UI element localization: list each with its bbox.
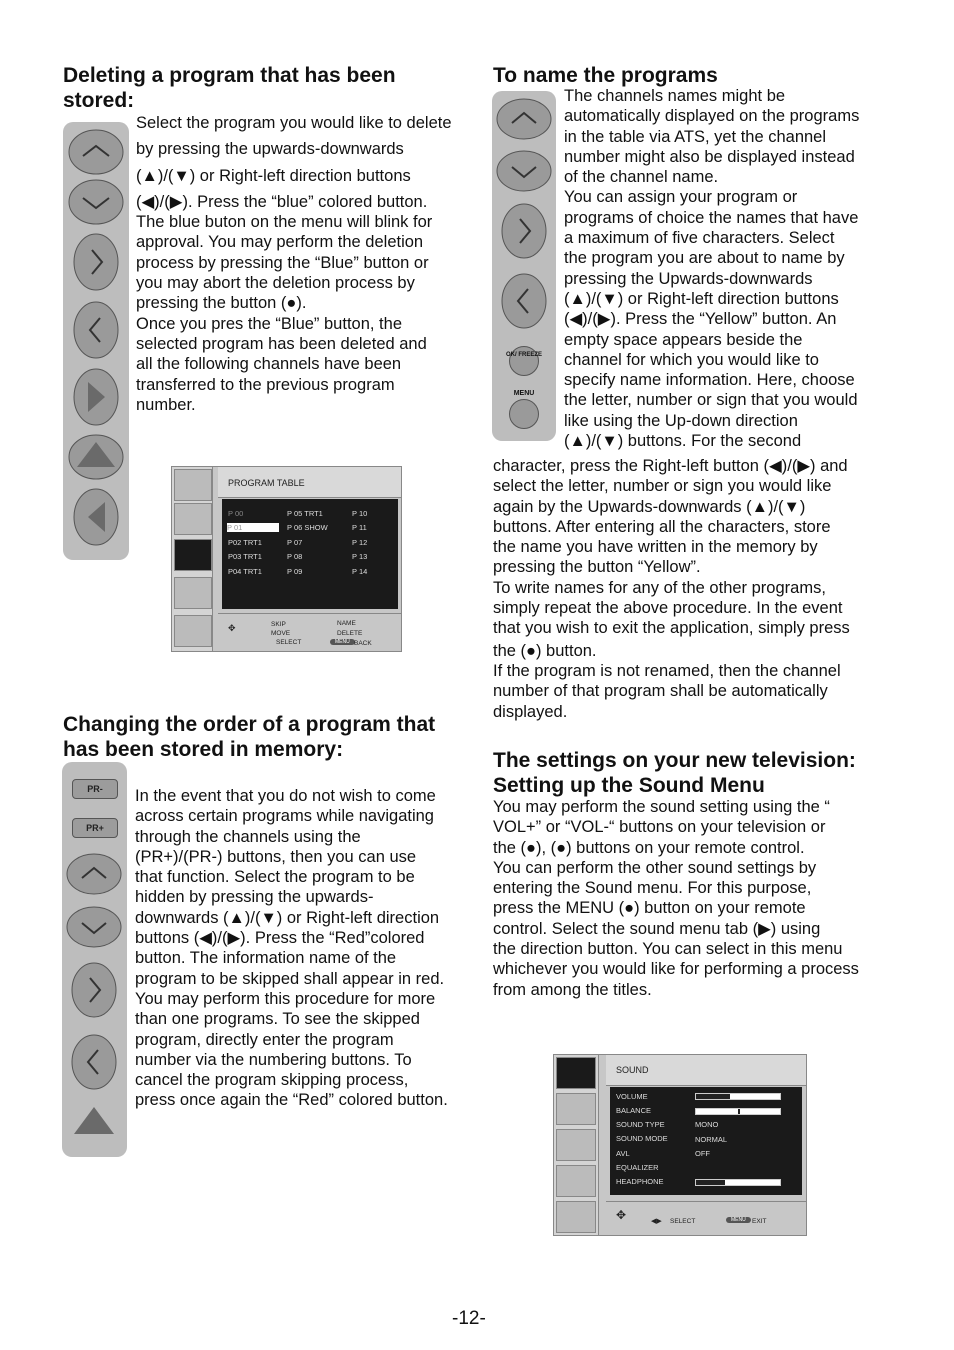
footer-skip: SKIP [271,621,286,628]
direction-buttons-icon [492,91,556,441]
ok-freeze-label: OK/ FREEZE [505,352,542,358]
balance-marker [696,1109,740,1114]
delete-body [136,113,461,415]
text-line: the name you have written in the memory by [493,538,818,557]
text-line: displayed. [493,702,568,721]
order-body [135,786,461,1111]
text-line: control. Select the sound menu tab (▶) using [493,919,821,938]
program-entry: P 10 [352,509,368,518]
section-title-line: Changing the order of a program that [63,713,436,736]
picture-tab [174,469,212,501]
features-tab [556,1165,596,1197]
text-line: cancel the program skipping process, [135,1071,409,1090]
text-line: pressing the button “Yellow”. [493,558,701,577]
text-line: all the following channels have been [136,355,402,374]
text-line: automatically displayed on the programs [564,107,860,126]
text-line: The blue buton on the menu will blink for [136,213,433,232]
footer-exit: EXIT [752,1218,767,1225]
name-body-wide [493,456,891,722]
install-tab [174,503,212,535]
text-line: specify name information. Here, choose [564,371,855,390]
text-line: To write names for any of the other programs, [493,578,826,597]
name-body [564,86,891,451]
text-line: the program you are about to name by [564,249,845,268]
program-entry: P 09 [287,567,303,576]
program-entry: P 08 [287,552,303,561]
footer-menu-key: MENU [726,1217,751,1223]
direction-buttons-icon [62,762,127,1157]
sound-menu-title: SOUND [616,1065,649,1075]
text-line: of the channel name. [564,168,719,187]
dpad-icon: ✥ [228,623,236,633]
sound-setting-label: VOLUME [616,1092,648,1101]
text-line: You can assign your program or [564,188,798,207]
text-line: (▲)/(▼) or Right-left direction buttons [564,289,839,308]
program-entry: P 12 [352,538,368,547]
program-entry: P 05 TRT1 [287,509,323,518]
text-line: character, press the Right-left button (◀)/(▶) and [493,457,848,475]
sound-setting-label: HEADPHONE [616,1177,664,1186]
sound-menu-screenshot [553,1054,807,1236]
text-line: across certain programs while navigating [135,807,434,826]
sound-setting-label: BALANCE [616,1106,652,1115]
text-line: (PR+)/(PR-) buttons, then you can use [135,847,417,866]
text-line: number might also be displayed instead [564,147,855,166]
sound-mode-value: NORMAL [695,1135,728,1144]
program-entry: P04 TRT1 [228,567,262,576]
program-entry: P 00 [228,509,244,518]
source-tab [556,1201,596,1233]
text-line: by pressing the upwards-downwards [136,140,404,159]
text-line: press the MENU (●) button on your remote [493,899,806,918]
text-line: hidden by pressing the upwards- [135,888,374,907]
program-entry: P 06 SHOW [287,523,328,532]
headphone-fill [696,1180,725,1185]
remote-strip-name [492,91,556,441]
text-line: You may perform the sound setting using the “ [493,798,830,816]
text-line: (▲)/(▼) or Right-left direction buttons [136,166,411,185]
text-line: simply repeat the above procedure. In the event [493,599,843,618]
text-line: you may abort the deletion process by [136,274,415,293]
text-line: buttons (◀)/(▶). Press the “Red”colored [135,929,425,948]
text-line: buttons. After entering all the characters, store [493,517,831,536]
section-title-line: has been stored in memory: [63,738,344,761]
text-line: transferred to the previous program [136,375,395,394]
source-tab [174,615,212,647]
program-entry: P 11 [352,523,367,532]
section-title-line: The settings on your new television: [493,749,856,772]
program-table-screenshot [171,466,402,652]
program-table-tab [556,1129,596,1161]
text-line: program to be skipped shall appear in red. [135,969,445,988]
sound-type-value: MONO [695,1120,719,1129]
balance-bar [695,1108,781,1115]
text-line: press once again the “Red” colored button. [135,1091,448,1110]
text-line: (◀)/(▶). Press the “blue” colored button. [136,192,428,211]
text-line: process by pressing the “Blue” button or [136,253,429,272]
text-line: You can perform the other sound settings by [493,858,817,877]
section-title-sound [493,748,893,798]
avl-value: OFF [695,1149,710,1158]
text-line: that you wish to exit the application, simply press [493,619,850,638]
features-tab [174,577,212,609]
text-line: the letter, number or sign that you would [564,391,858,410]
ok-freeze-button [509,346,539,376]
section-title-name: To name the programs [493,64,718,87]
program-entry: P 14 [352,567,368,576]
sound-tab [556,1057,596,1089]
program-entry-selected: P 01 [227,523,279,532]
sound-body [493,797,891,1000]
text-line: whichever you would like for performing a process [493,960,859,979]
page-number: -12- [452,1308,486,1329]
text-line: downwards (▲)/(▼) or Right-left direction [135,908,440,927]
volume-bar [695,1093,781,1100]
text-line: that function. Select the program to be [135,868,415,887]
text-line: approval. You may perform the deletion [136,233,424,252]
program-entry: P 13 [352,552,368,561]
pr-minus-button: PR- [72,779,118,799]
text-line: again by the Upwards-downwards (▲)/(▼) [493,497,806,516]
text-line: If the program is not renamed, then the channel [493,661,841,680]
headphone-bar [695,1179,781,1186]
remote-strip-delete [63,122,129,560]
footer-menu-key: MENU [330,639,355,645]
footer-select: SELECT [276,639,302,646]
footer-select: SELECT [670,1218,696,1225]
sound-setting-label: EQUALIZER [616,1163,659,1172]
text-line: button. The information name of the [135,949,397,968]
text-line: in the table via ATS, yet the channel [564,127,827,146]
text-line: the (●) button. [493,641,597,660]
pr-plus-button: PR+ [72,818,118,838]
program-table-title: PROGRAM TABLE [228,478,305,488]
text-line: Select the program you would like to delete [136,114,452,132]
dpad-icon: ✥ [616,1208,627,1222]
text-line: pressing the button (●). [136,294,307,313]
section-title-delete: Deleting a program that has been stored: [63,64,396,112]
sound-setting-label: SOUND TYPE [616,1120,665,1129]
text-line: channel for which you would like to [564,350,819,369]
text-line: programs of choice the names that have [564,208,859,227]
left-right-arrows-icon: ◀▶ [651,1218,662,1225]
section-title-order [63,712,463,762]
direction-buttons-icon [63,122,129,560]
footer-delete: DELETE [337,630,363,637]
sound-setting-label: AVL [616,1149,630,1158]
text-line: select the letter, number or sign you would like [493,477,832,496]
footer-back: BACK [354,640,372,647]
footer-name: NAME [337,620,356,627]
menu-tabs [554,1055,599,1235]
text-line: VOL+” or “VOL-“ buttons on your television or [493,818,826,837]
text-line: than one programs. To see the skipped [135,1010,420,1029]
text-line: The channels names might be [564,87,786,105]
text-line: In the event that you do not wish to come [135,787,436,805]
section-title-line: Setting up the Sound Menu [493,774,765,797]
text-line: (◀)/(▶). Press the “Yellow” button. An [564,310,837,329]
text-line: pressing the Upwards-downwards [564,269,813,288]
menu-tabs [172,467,213,651]
text-line: from among the titles. [493,980,652,999]
program-entry: P 07 [287,538,303,547]
program-entry: P02 TRT1 [228,538,262,547]
menu-label: MENU [513,390,535,397]
text-line: a maximum of five characters. Select [564,229,835,248]
menu-button [509,399,539,429]
program-table-tab [174,539,212,571]
install-tab [556,1093,596,1125]
text-line: Once you pres the “Blue” button, the [136,314,402,333]
text-line: number of that program shall be automatically [493,682,828,701]
text-line: number via the numbering buttons. To [135,1050,412,1069]
text-line: empty space appears beside the [564,330,803,349]
text-line: program, directly enter the program [135,1030,394,1049]
remote-strip-order [62,762,127,1157]
text-line: through the channels using the [135,827,361,846]
text-line: You may perform this procedure for more [135,989,436,1008]
text-line: (▲)/(▼) buttons. For the second [564,432,802,451]
sound-setting-label: SOUND MODE [616,1134,668,1143]
text-line: selected program has been deleted and [136,334,427,353]
volume-fill [696,1094,730,1099]
text-line: entering the Sound menu. For this purpose, [493,879,812,898]
text-line: the (●), (●) buttons on your remote control. [493,838,805,857]
text-line: number. [136,395,196,414]
text-line: the direction button. You can select in this menu [493,940,843,959]
text-line: like using the Up-down direction [564,411,798,430]
footer-move: MOVE [271,630,291,637]
program-entry: P03 TRT1 [228,552,262,561]
